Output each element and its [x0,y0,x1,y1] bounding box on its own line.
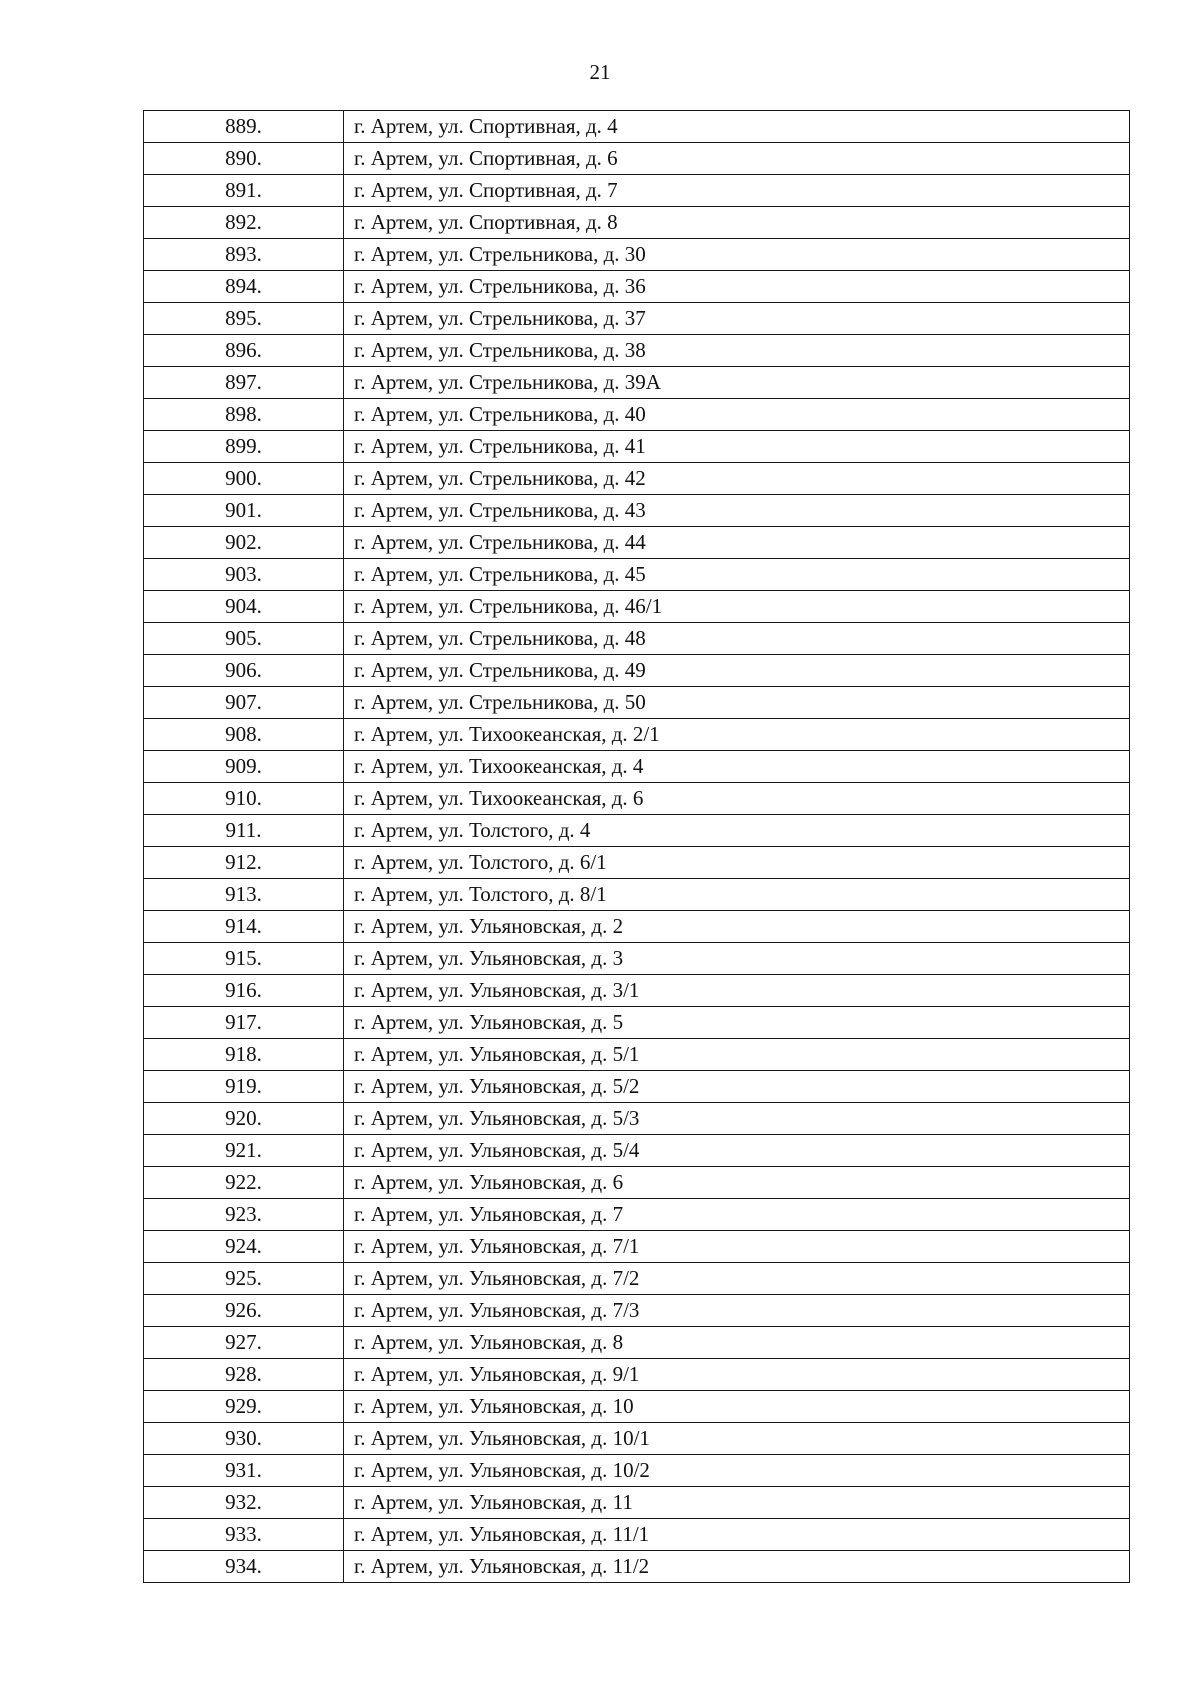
table-row [144,1039,1130,1071]
table-row [144,495,1130,527]
row-number: 905. [144,623,344,655]
row-number: 890. [144,143,344,175]
row-address: г. Артем, ул. Стрельникова, д. 36 [344,271,1130,303]
row-number: 914. [144,911,344,943]
row-number: 892. [144,207,344,239]
row-number: 896. [144,335,344,367]
row-address: г. Артем, ул. Толстого, д. 4 [344,815,1130,847]
row-address: г. Артем, ул. Спортивная, д. 8 [344,207,1130,239]
row-number: 921. [144,1135,344,1167]
table-row [144,111,1130,143]
table-row [144,783,1130,815]
row-number: 897. [144,367,344,399]
row-number: 919. [144,1071,344,1103]
table-row [144,431,1130,463]
row-number: 913. [144,879,344,911]
row-address: г. Артем, ул. Ульяновская, д. 9/1 [344,1359,1130,1391]
row-number: 931. [144,1455,344,1487]
table-row [144,1103,1130,1135]
row-address: г. Артем, ул. Ульяновская, д. 7 [344,1199,1130,1231]
row-address: г. Артем, ул. Ульяновская, д. 5/4 [344,1135,1130,1167]
row-number: 895. [144,303,344,335]
row-address: г. Артем, ул. Тихоокеанская, д. 4 [344,751,1130,783]
row-address: г. Артем, ул. Ульяновская, д. 5 [344,1007,1130,1039]
table-row [144,303,1130,335]
row-number: 909. [144,751,344,783]
row-address: г. Артем, ул. Ульяновская, д. 7/1 [344,1231,1130,1263]
row-number: 923. [144,1199,344,1231]
row-address: г. Артем, ул. Ульяновская, д. 11/1 [344,1519,1130,1551]
table-row [144,687,1130,719]
row-address: г. Артем, ул. Стрельникова, д. 30 [344,239,1130,271]
row-number: 910. [144,783,344,815]
table-row [144,527,1130,559]
table-row [144,1231,1130,1263]
row-address: г. Артем, ул. Стрельникова, д. 49 [344,655,1130,687]
row-number: 916. [144,975,344,1007]
table-row [144,847,1130,879]
row-address: г. Артем, ул. Тихоокеанская, д. 2/1 [344,719,1130,751]
row-address: г. Артем, ул. Ульяновская, д. 8 [344,1327,1130,1359]
row-number: 912. [144,847,344,879]
row-number: 889. [144,111,344,143]
row-number: 906. [144,655,344,687]
row-number: 926. [144,1295,344,1327]
table-row [144,1167,1130,1199]
table-row [144,975,1130,1007]
row-number: 922. [144,1167,344,1199]
row-number: 929. [144,1391,344,1423]
table-row [144,1487,1130,1519]
table-row [144,1295,1130,1327]
table-row [144,1519,1130,1551]
row-number: 932. [144,1487,344,1519]
row-number: 924. [144,1231,344,1263]
row-address: г. Артем, ул. Ульяновская, д. 11 [344,1487,1130,1519]
row-number: 920. [144,1103,344,1135]
row-number: 925. [144,1263,344,1295]
row-number: 907. [144,687,344,719]
table-row [144,655,1130,687]
table-row [144,1007,1130,1039]
table-row [144,1135,1130,1167]
table-row [144,1263,1130,1295]
row-address: г. Артем, ул. Спортивная, д. 7 [344,175,1130,207]
row-number: 917. [144,1007,344,1039]
row-address: г. Артем, ул. Тихоокеанская, д. 6 [344,783,1130,815]
table-row [144,367,1130,399]
row-address: г. Артем, ул. Спортивная, д. 4 [344,111,1130,143]
row-number: 927. [144,1327,344,1359]
table-row [144,591,1130,623]
table-row [144,143,1130,175]
row-address: г. Артем, ул. Стрельникова, д. 40 [344,399,1130,431]
table-row [144,1359,1130,1391]
row-address: г. Артем, ул. Толстого, д. 6/1 [344,847,1130,879]
row-address: г. Артем, ул. Ульяновская, д. 10/1 [344,1423,1130,1455]
table-row [144,239,1130,271]
row-address: г. Артем, ул. Ульяновская, д. 5/3 [344,1103,1130,1135]
row-address: г. Артем, ул. Стрельникова, д. 38 [344,335,1130,367]
row-number: 898. [144,399,344,431]
table-row [144,943,1130,975]
table-row [144,463,1130,495]
table-row [144,1199,1130,1231]
row-number: 899. [144,431,344,463]
table-row [144,623,1130,655]
address-table-body [144,111,1130,1583]
table-row [144,719,1130,751]
row-address: г. Артем, ул. Ульяновская, д. 3 [344,943,1130,975]
table-row [144,559,1130,591]
table-row [144,207,1130,239]
row-number: 933. [144,1519,344,1551]
table-row [144,751,1130,783]
row-address: г. Артем, ул. Ульяновская, д. 10 [344,1391,1130,1423]
row-address: г. Артем, ул. Стрельникова, д. 46/1 [344,591,1130,623]
row-number: 900. [144,463,344,495]
address-table [143,110,1130,1583]
table-row [144,1551,1130,1583]
table-row [144,911,1130,943]
table-row [144,1455,1130,1487]
row-number: 918. [144,1039,344,1071]
table-row [144,399,1130,431]
page-number: 21 [589,60,611,84]
row-address: г. Артем, ул. Ульяновская, д. 10/2 [344,1455,1130,1487]
table-row [144,1071,1130,1103]
row-address: г. Артем, ул. Толстого, д. 8/1 [344,879,1130,911]
row-number: 902. [144,527,344,559]
row-address: г. Артем, ул. Ульяновская, д. 2 [344,911,1130,943]
row-address: г. Артем, ул. Стрельникова, д. 50 [344,687,1130,719]
table-row [144,1391,1130,1423]
row-address: г. Артем, ул. Спортивная, д. 6 [344,143,1130,175]
row-number: 930. [144,1423,344,1455]
row-number: 901. [144,495,344,527]
row-number: 911. [144,815,344,847]
row-number: 928. [144,1359,344,1391]
table-row [144,271,1130,303]
row-address: г. Артем, ул. Ульяновская, д. 11/2 [344,1551,1130,1583]
row-number: 891. [144,175,344,207]
row-address: г. Артем, ул. Ульяновская, д. 5/1 [344,1039,1130,1071]
row-address: г. Артем, ул. Стрельникова, д. 42 [344,463,1130,495]
row-number: 903. [144,559,344,591]
row-address: г. Артем, ул. Стрельникова, д. 43 [344,495,1130,527]
row-address: г. Артем, ул. Стрельникова, д. 41 [344,431,1130,463]
table-row [144,879,1130,911]
row-address: г. Артем, ул. Ульяновская, д. 7/3 [344,1295,1130,1327]
table-row [144,1423,1130,1455]
row-number: 908. [144,719,344,751]
table-row [144,815,1130,847]
row-address: г. Артем, ул. Стрельникова, д. 39А [344,367,1130,399]
table-row [144,1327,1130,1359]
row-address: г. Артем, ул. Ульяновская, д. 6 [344,1167,1130,1199]
row-address: г. Артем, ул. Стрельникова, д. 48 [344,623,1130,655]
table-row [144,335,1130,367]
row-address: г. Артем, ул. Ульяновская, д. 3/1 [344,975,1130,1007]
row-address: г. Артем, ул. Стрельникова, д. 44 [344,527,1130,559]
row-address: г. Артем, ул. Ульяновская, д. 5/2 [344,1071,1130,1103]
row-address: г. Артем, ул. Стрельникова, д. 37 [344,303,1130,335]
row-number: 893. [144,239,344,271]
row-number: 894. [144,271,344,303]
table-row [144,175,1130,207]
row-number: 915. [144,943,344,975]
row-address: г. Артем, ул. Ульяновская, д. 7/2 [344,1263,1130,1295]
row-number: 904. [144,591,344,623]
row-address: г. Артем, ул. Стрельникова, д. 45 [344,559,1130,591]
row-number: 934. [144,1551,344,1583]
